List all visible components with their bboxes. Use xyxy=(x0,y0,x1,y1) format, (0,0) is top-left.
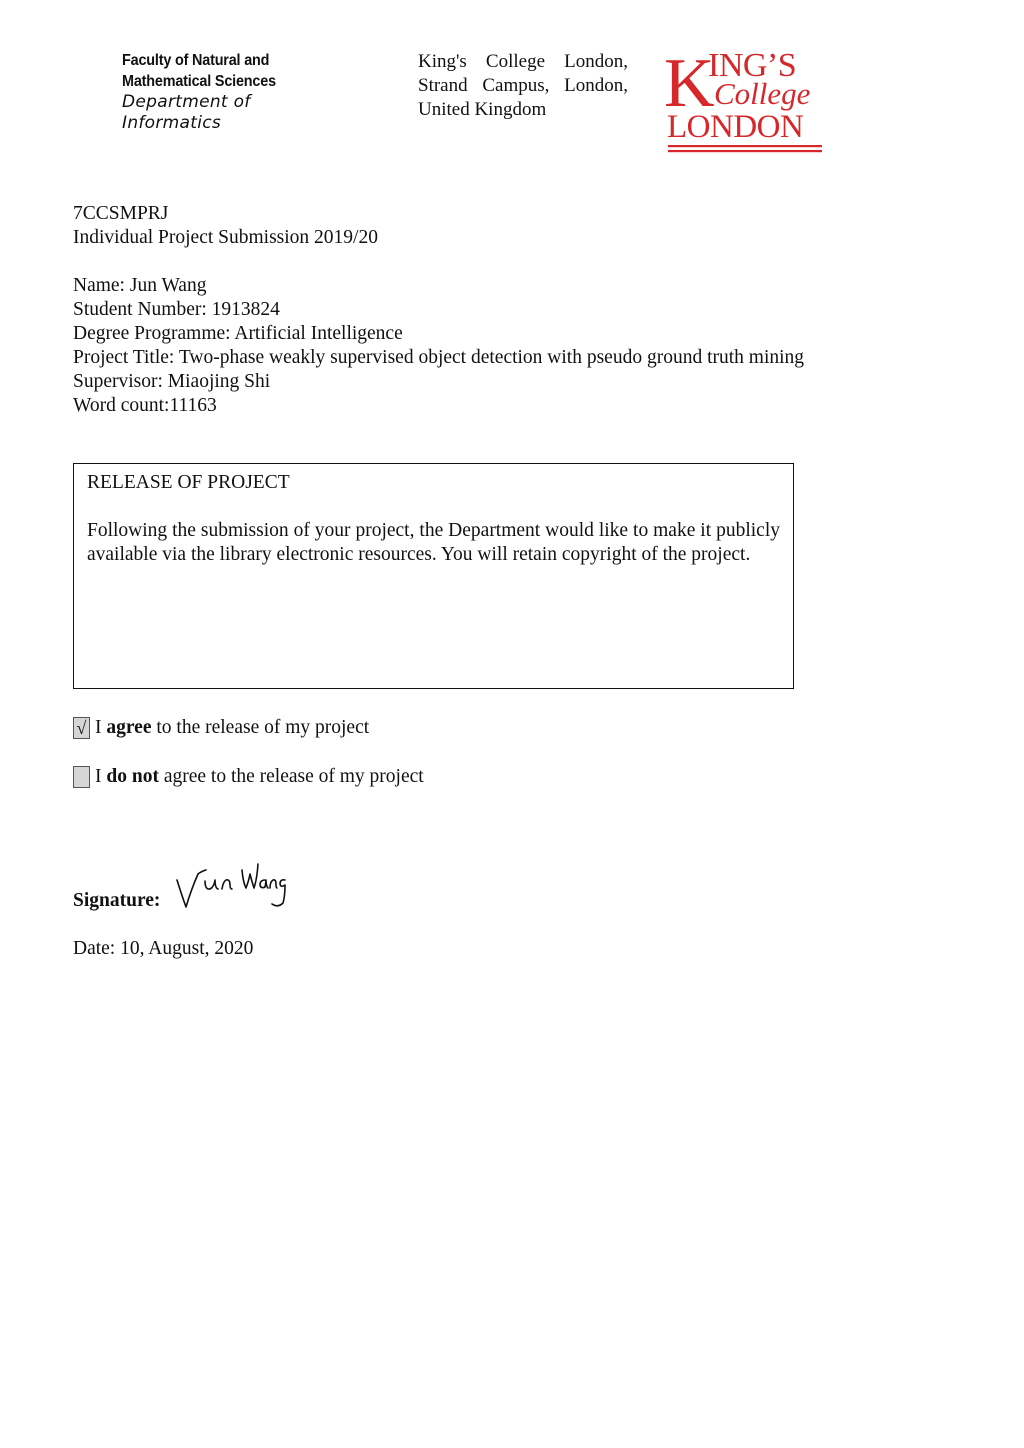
degree-programme: Degree Programme: Artificial Intelligence xyxy=(73,323,403,344)
faculty-line-1: Faculty of Natural and xyxy=(122,52,270,69)
agree-suffix: to the release of my project xyxy=(156,717,370,738)
disagree-emphasis: do not xyxy=(106,766,159,787)
handwritten-signature xyxy=(172,858,288,914)
submission-details xyxy=(73,202,804,418)
word-count: Word count:11163 xyxy=(73,395,217,416)
release-of-project-box xyxy=(73,463,794,689)
department-line-1: Department of xyxy=(122,92,251,112)
disagree-option[interactable] xyxy=(73,765,424,789)
project-title: Project Title: Two-phase weakly supervised object detection with pseudo ground truth mining xyxy=(73,347,805,368)
logo-text-middle: College xyxy=(714,76,811,111)
student-number: Student Number: 1913824 xyxy=(73,299,280,320)
spacer xyxy=(73,250,804,274)
disagree-suffix: agree to the release of my project xyxy=(163,766,424,787)
check-mark-icon: √ xyxy=(76,718,87,738)
logo-rule-top xyxy=(668,145,822,147)
module-code: 7CCSMPRJ xyxy=(73,203,169,224)
logo-text-bottom: LONDON xyxy=(667,109,804,145)
agree-option[interactable] xyxy=(73,716,369,740)
disagree-checkbox[interactable] xyxy=(73,766,90,788)
department-name xyxy=(122,92,251,134)
faculty-name xyxy=(122,50,276,92)
kings-college-logo xyxy=(664,46,830,158)
release-heading: RELEASE OF PROJECT xyxy=(87,472,290,493)
department-line-2: Informatics xyxy=(122,113,222,133)
supervisor: Supervisor: Miaojing Shi xyxy=(73,371,271,392)
date: Date: 10, August, 2020 xyxy=(73,938,254,959)
logo-k-glyph: K xyxy=(664,46,715,122)
student-name: Name: Jun Wang xyxy=(73,275,207,296)
agree-emphasis: agree xyxy=(106,717,152,738)
agree-prefix: I xyxy=(95,717,102,738)
submission-title: Individual Project Submission 2019/20 xyxy=(73,227,378,248)
college-address xyxy=(418,50,628,122)
disagree-prefix: I xyxy=(95,766,102,787)
release-body: Following the submission of your project, the Department would like to make it publicly available via the library electronic resources. You will retain copyright of the project. xyxy=(87,520,780,565)
faculty-line-2: Mathematical Sciences xyxy=(122,73,276,90)
agree-checkbox[interactable] xyxy=(73,717,90,739)
signature-label: Signature: xyxy=(73,890,161,911)
address-line-3: United Kingdom xyxy=(418,99,547,120)
address-line-2: Strand Campus, London, xyxy=(418,75,628,96)
logo-text-top: ING’S xyxy=(708,47,797,84)
address-line-1: King's College London, xyxy=(418,51,628,72)
logo-rule-bottom xyxy=(668,150,822,152)
